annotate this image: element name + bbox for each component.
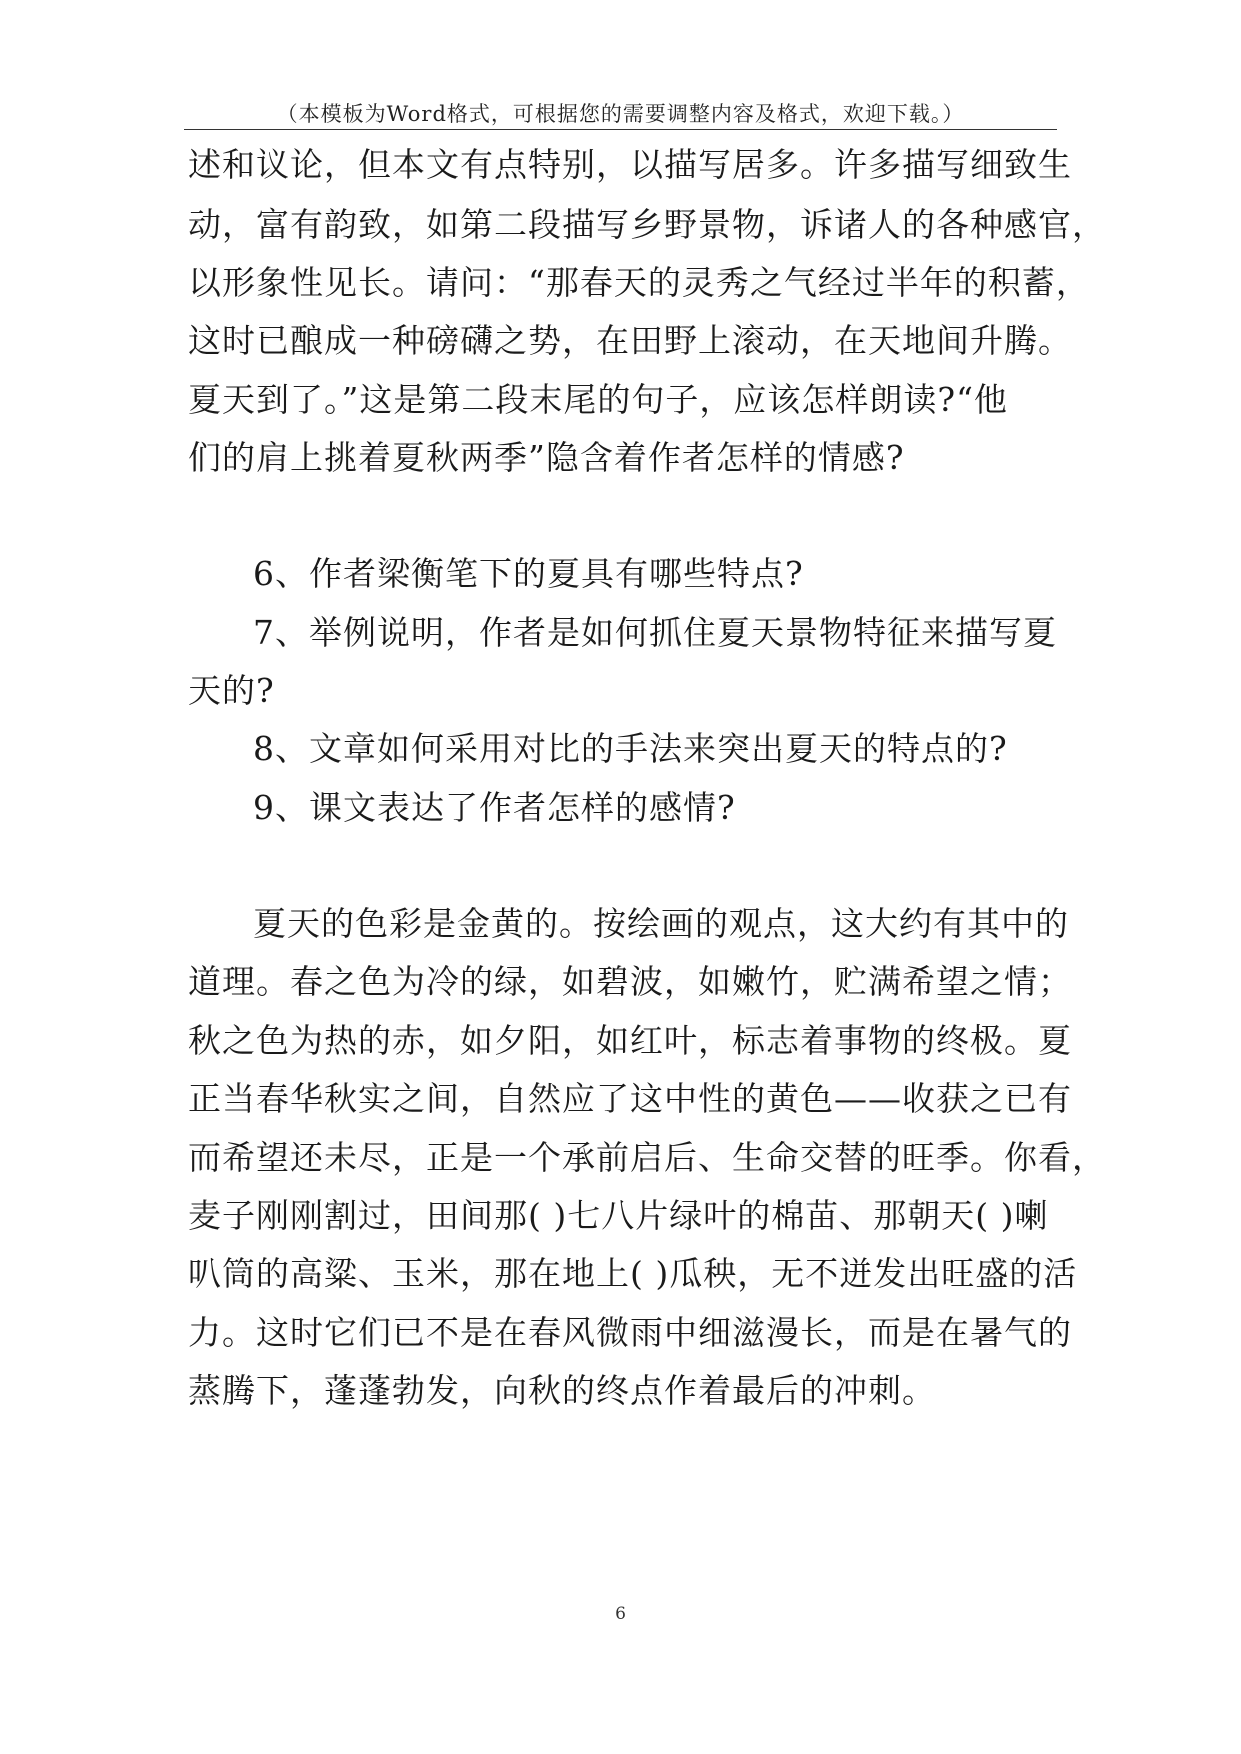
template-note-header: （本模板为Word格式，可根据您的需要调整内容及格式，欢迎下载。）: [276, 102, 965, 126]
question-7: 7、举例说明，作者是如何抓住夏天景物特征来描写夏: [253, 613, 1057, 652]
text-line: 以形象性见长。请问：“那春天的灵秀之气经过半年的积蓄，: [188, 263, 1090, 302]
text-line: 正当春华秋实之间，自然应了这中性的黄色——收获之已有: [188, 1079, 1072, 1118]
text-line: 们的肩上挑着夏秋两季”隐含着作者怎样的情感?: [188, 438, 905, 477]
question-9: 9、课文表达了作者怎样的感情?: [253, 788, 736, 827]
text-line: 秋之色为热的赤，如夕阳，如红叶，标志着事物的终极。夏: [188, 1021, 1072, 1060]
text-line: 夏天到了。”这是第二段末尾的句子，应该怎样朗读?“他: [188, 380, 1008, 419]
header-divider: [184, 129, 1057, 130]
question-7-continued: 天的?: [188, 671, 275, 710]
text-line: 叭筒的高粱、玉米，那在地上( )瓜秧，无不迸发出旺盛的活: [188, 1254, 1078, 1293]
text-line: 而希望还未尽，正是一个承前启后、生命交替的旺季。你看，: [188, 1138, 1106, 1177]
page-number: 6: [615, 1604, 626, 1624]
question-6: 6、作者梁衡笔下的夏具有哪些特点?: [253, 554, 804, 593]
text-line: 麦子刚刚割过，田间那( )七八片绿叶的棉苗、那朝天( )喇: [188, 1196, 1049, 1235]
question-8: 8、文章如何采用对比的手法来突出夏天的特点的?: [253, 729, 1008, 768]
text-line: 动，富有韵致，如第二段描写乡野景物，诉诸人的各种感官，: [188, 205, 1106, 244]
text-line: 力。这时它们已不是在春风微雨中细滋漫长，而是在暑气的: [188, 1313, 1072, 1352]
text-line: 这时已酿成一种磅礴之势，在田野上滚动，在天地间升腾。: [188, 321, 1072, 360]
text-line: 述和议论，但本文有点特别，以描写居多。许多描写细致生: [188, 145, 1072, 184]
text-line: 夏天的色彩是金黄的。按绘画的观点，这大约有其中的: [253, 904, 1069, 943]
text-line: 蒸腾下，蓬蓬勃发，向秋的终点作着最后的冲刺。: [188, 1371, 936, 1410]
text-line: 道理。春之色为冷的绿，如碧波，如嫩竹，贮满希望之情；: [188, 962, 1072, 1001]
